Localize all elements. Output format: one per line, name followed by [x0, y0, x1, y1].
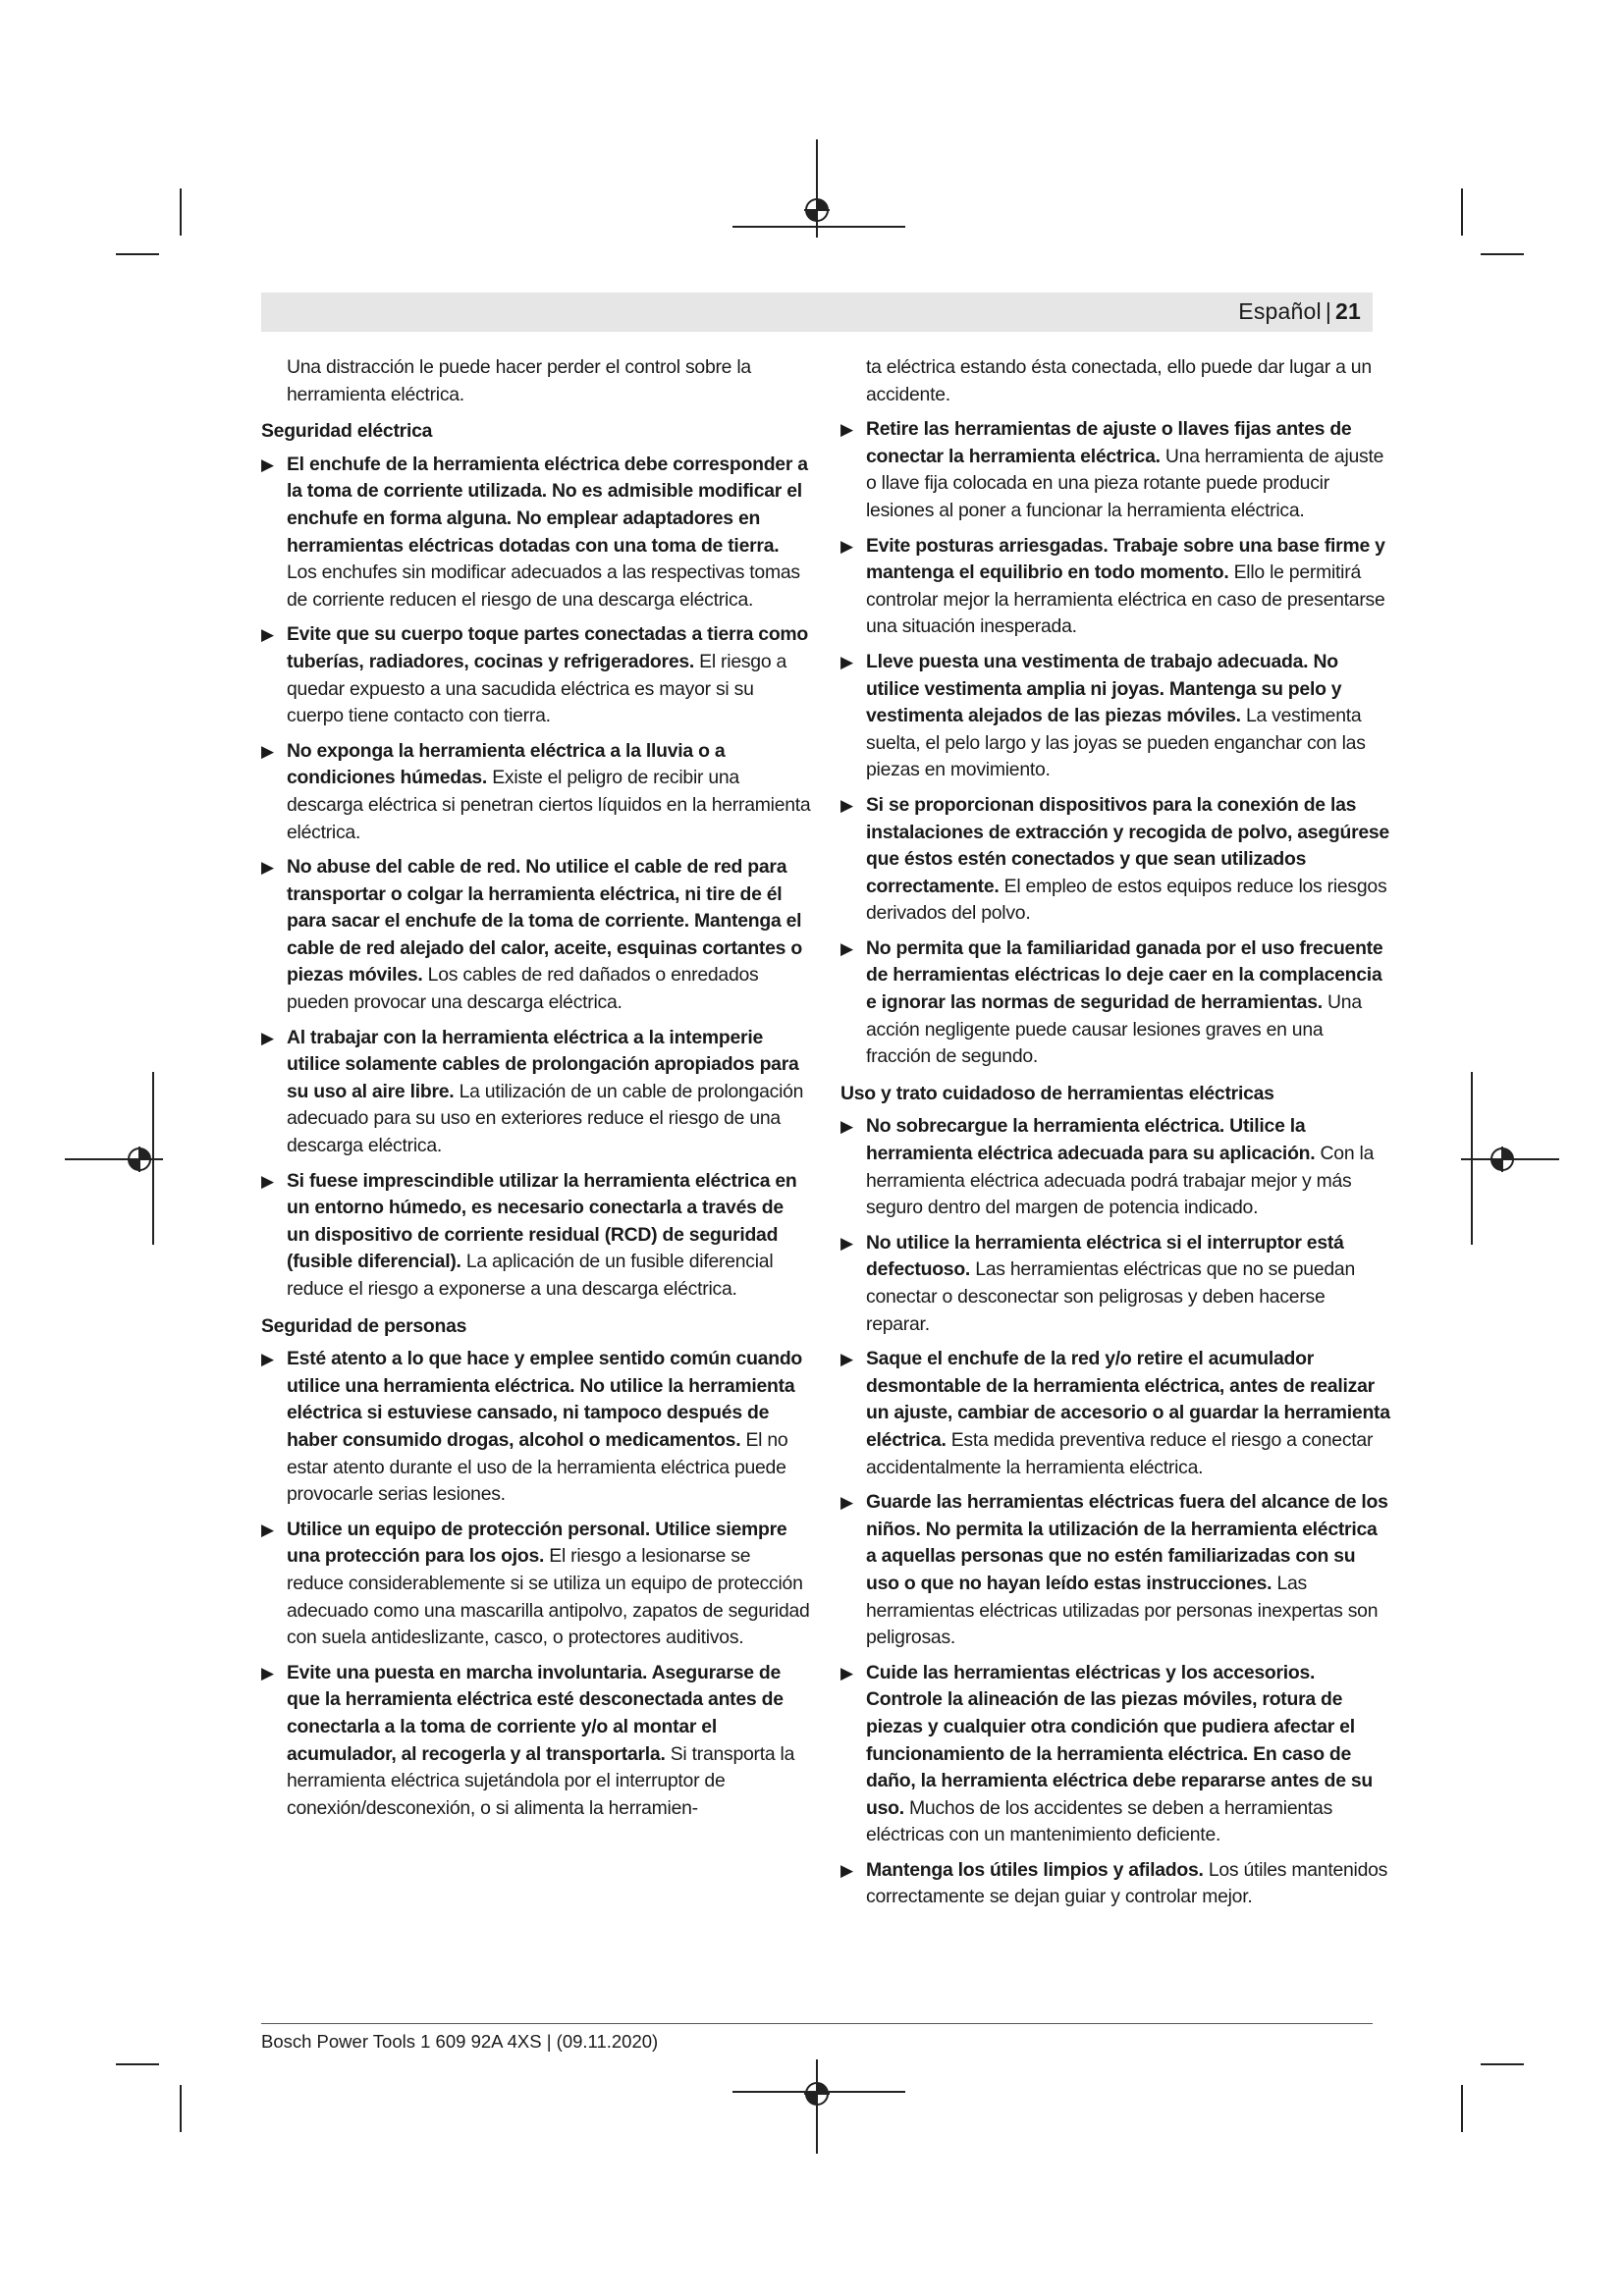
list-item: ▶ Si se proporcionan dispositivos para la conexión de las instalaciones de extracción y recogida de polvo, asegúrese que éstos estén conectados y que sean utilizados correctamente. El empleo de estos equipos reduce los riesgos derivados del polvo. [840, 793, 1389, 925]
crop-mark [116, 253, 159, 255]
bullet-triangle-icon: ▶ [840, 938, 853, 958]
section-heading-care: Uso y trato cuidadoso de herramientas eléctricas [840, 1082, 1274, 1104]
bullet-triangle-icon: ▶ [261, 1663, 274, 1682]
bullet-triangle-icon: ▶ [261, 741, 274, 761]
crop-mark [180, 188, 182, 236]
bullet-triangle-icon: ▶ [840, 536, 853, 556]
list-item: ▶ Evite que su cuerpo toque partes conectadas a tierra como tuberías, radiadores, cocinas y refrigeradores. El riesgo a quedar expuesto a una sacudida eléctrica es mayor si su cuerpo tiene contacto con tierra. [261, 623, 809, 727]
list-item: ▶ No utilice la herramienta eléctrica si el interruptor está defectuoso. Las herramientas eléctricas que no se puedan conectar o desconectar son peligrosas y deben hacerse reparar. [840, 1231, 1355, 1335]
list-item: ▶ Saque el enchufe de la red y/o retire el acumulador desmontable de la herramienta eléctrica, antes de realizar un ajuste, cambiar de accesorio o al guardar la herramienta eléctrica. Esta medida preventiva reduce el riesgo a conectar accidentalmente la herramienta eléctrica. [840, 1348, 1390, 1478]
list-item: ▶ Si fuese imprescindible utilizar la herramienta eléctrica en un entorno húmedo, es necesario conectarla a través de un dispositivo de corriente residual (RCD) de seguridad (fusible diferencial). La aplicación de un fusible diferencial reduce el riesgo a exponerse a una descarga eléctrica. [261, 1169, 797, 1300]
page-number: 21 [1335, 298, 1361, 324]
list-item: ▶ No sobrecargue la herramienta eléctrica. Utilice la herramienta eléctrica adecuada para su aplicación. Con la herramienta eléctrica adecuada podrá trabajar mejor y más seguro dentro del margen de potencia indicado. [840, 1115, 1375, 1219]
list-item: ▶ Cuide las herramientas eléctricas y los accesorios. Controle la alineación de las piezas móviles, rotura de piezas y cualquier otra condición que pudiera afectar el funcionamiento de la herramienta eléctrica. En caso de daño, la herramienta eléctrica debe repararse antes de su uso. Muchos de los accidentes se deben a herramientas eléctricas con un mantenimiento deficiente. [840, 1661, 1374, 1846]
header-language: Español [1238, 298, 1322, 324]
bullet-triangle-icon: ▶ [840, 1493, 853, 1513]
care-list [840, 1113, 1392, 1911]
crop-mark [1481, 253, 1524, 255]
list-item: ▶ No exponga la herramienta eléctrica a la lluvia o a condiciones húmedas. Existe el peligro de recibir una descarga eléctrica si penetran ciertos líquidos en la herramienta eléctrica. [261, 739, 811, 843]
right-column [840, 354, 1392, 1919]
section-heading-personal: Seguridad de personas [261, 1314, 467, 1337]
footer-divider [261, 2023, 1373, 2024]
left-column [261, 354, 811, 1830]
bullet-triangle-icon: ▶ [261, 858, 274, 878]
crop-mark [116, 2063, 159, 2065]
bullet-triangle-icon: ▶ [840, 1117, 853, 1137]
bullet-triangle-icon: ▶ [261, 1520, 274, 1539]
bullet-triangle-icon: ▶ [261, 1028, 274, 1047]
list-item: ▶ Utilice un equipo de protección personal. Utilice siempre una protección para los ojos. El riesgo a lesionarse se reduce considerablemente si se utiliza un equipo de protección adecuado como una mascarilla antipolvo, zapatos de seguridad con suela antideslizante, casco, o protectores auditivos. [261, 1518, 810, 1649]
registration-line [152, 1072, 154, 1245]
section-heading-electrical: Seguridad eléctrica [261, 420, 433, 443]
registration-line [816, 139, 818, 238]
bullet-triangle-icon: ▶ [840, 420, 853, 440]
list-item: ▶ Mantenga los útiles limpios y afilados. Los útiles mantenidos correctamente se dejan guiar y controlar mejor. [840, 1858, 1388, 1908]
bullet-triangle-icon: ▶ [261, 1171, 274, 1191]
intro-paragraph: Una distracción le puede hacer perder el control sobre la herramienta eléctrica. [287, 356, 751, 405]
registration-target-icon [127, 1147, 152, 1172]
bullet-triangle-icon: ▶ [840, 795, 853, 815]
page-header [261, 293, 1373, 332]
registration-target-icon [1489, 1147, 1515, 1172]
registration-line [732, 226, 905, 228]
list-item: ▶ Esté atento a lo que hace y emplee sentido común cuando utilice una herramienta eléctrica. No utilice la herramienta eléctrica si estuviese cansado, ni tampoco después de haber consumido drogas, alcohol o medicamentos. El no estar atento durante el uso de la herramienta eléctrica puede provocarle serias lesiones. [261, 1348, 803, 1506]
crop-mark [1461, 188, 1463, 236]
list-item: ▶ Al trabajar con la herramienta eléctrica a la intemperie utilice solamente cables de prolongación apropiados para su uso al aire libre. La utilización de un cable de prolongación adecuado para su uso en exteriores reduce el riesgo de una descarga eléctrica. [261, 1026, 804, 1157]
list-item: ▶ Guarde las herramientas eléctricas fuera del alcance de los niños. No permita la utilización de la herramienta eléctrica a aquellas personas que no estén familiarizadas con su uso o que no hayan leído estas instrucciones. Las herramientas eléctricas utilizadas por personas inexpertas son peligrosas. [840, 1491, 1388, 1649]
list-item: ▶ No permita que la familiaridad ganada por el uso frecuente de herramientas eléctricas lo deje caer en la complacencia e ignorar las normas de seguridad de herramientas. Una acción negligente puede causar lesiones graves en una fracción de segundo. [840, 936, 1383, 1068]
bullet-triangle-icon: ▶ [261, 454, 274, 474]
bullet-triangle-icon: ▶ [261, 625, 274, 645]
bullet-triangle-icon: ▶ [840, 652, 853, 671]
personal-list-continued [840, 416, 1392, 1071]
bullet-triangle-icon: ▶ [840, 1350, 853, 1369]
page-footer: Bosch Power Tools 1 609 92A 4XS | (09.11.2020) [261, 2031, 659, 2052]
bullet-triangle-icon: ▶ [840, 1860, 853, 1880]
crop-mark [1461, 2085, 1463, 2132]
registration-target-icon [804, 2081, 830, 2107]
list-item: ▶ Retire las herramientas de ajuste o llaves fijas antes de conectar la herramienta eléctrica. Una herramienta de ajuste o llave fija colocada en una pieza rotante puede producir lesiones al poner a funcionar la herramienta eléctrica. [840, 418, 1384, 521]
personal-list [261, 1346, 811, 1822]
list-item: ▶ Lleve puesta una vestimenta de trabajo adecuada. No utilice vestimenta amplia ni joyas. Mantenga su pelo y vestimenta alejados de las piezas móviles. La vestimenta suelta, el pelo largo y las joyas se pueden enganchar con las piezas en movimiento. [840, 650, 1366, 781]
registration-line [1471, 1072, 1473, 1245]
bullet-triangle-icon: ▶ [840, 1663, 853, 1682]
crop-mark [1481, 2063, 1524, 2065]
crop-mark [180, 2085, 182, 2132]
list-item: ▶ No abuse del cable de red. No utilice el cable de red para transportar o colgar la herramienta eléctrica, ni tire de él para sacar el enchufe de la toma de corriente. Mantenga el cable de red alejado del calor, aceite, esquinas cortantes o piezas móviles. Los cables de red dañados o enredados pueden provocar una descarga eléctrica. [261, 856, 802, 1014]
header-text: Español | 21 [1238, 298, 1361, 324]
registration-target-icon [804, 197, 830, 223]
list-item: ▶ El enchufe de la herramienta eléctrica debe corresponder a la toma de corriente utilizada. No es admisible modificar el enchufe en forma alguna. No emplear adaptadores en herramientas eléctricas dotadas con una toma de tierra. Los enchufes sin modificar adecuados a las respectivas tomas de corriente reducen el riesgo de una descarga eléctrica. [261, 453, 808, 611]
electrical-list [261, 452, 811, 1304]
continuation-paragraph: ta eléctrica estando ésta conectada, ello puede dar lugar a un accidente. [866, 356, 1372, 405]
registration-line [816, 2059, 818, 2154]
list-item: ▶ Evite una puesta en marcha involuntaria. Asegurarse de que la herramienta eléctrica esté desconectada antes de conectarla a la toma de corriente y/o al montar el acumulador, al recogerla y al transportarla. Si transporta la herramienta eléctrica sujetándola por el interruptor de conexión/desconexión, o si alimenta la herramien- [261, 1661, 795, 1819]
list-item: ▶ Evite posturas arriesgadas. Trabaje sobre una base firme y mantenga el equilibrio en todo momento. Ello le permitirá controlar mejor la herramienta eléctrica en caso de presentarse una situación inesperada. [840, 534, 1385, 638]
bullet-triangle-icon: ▶ [840, 1233, 853, 1253]
bullet-triangle-icon: ▶ [261, 1350, 274, 1369]
